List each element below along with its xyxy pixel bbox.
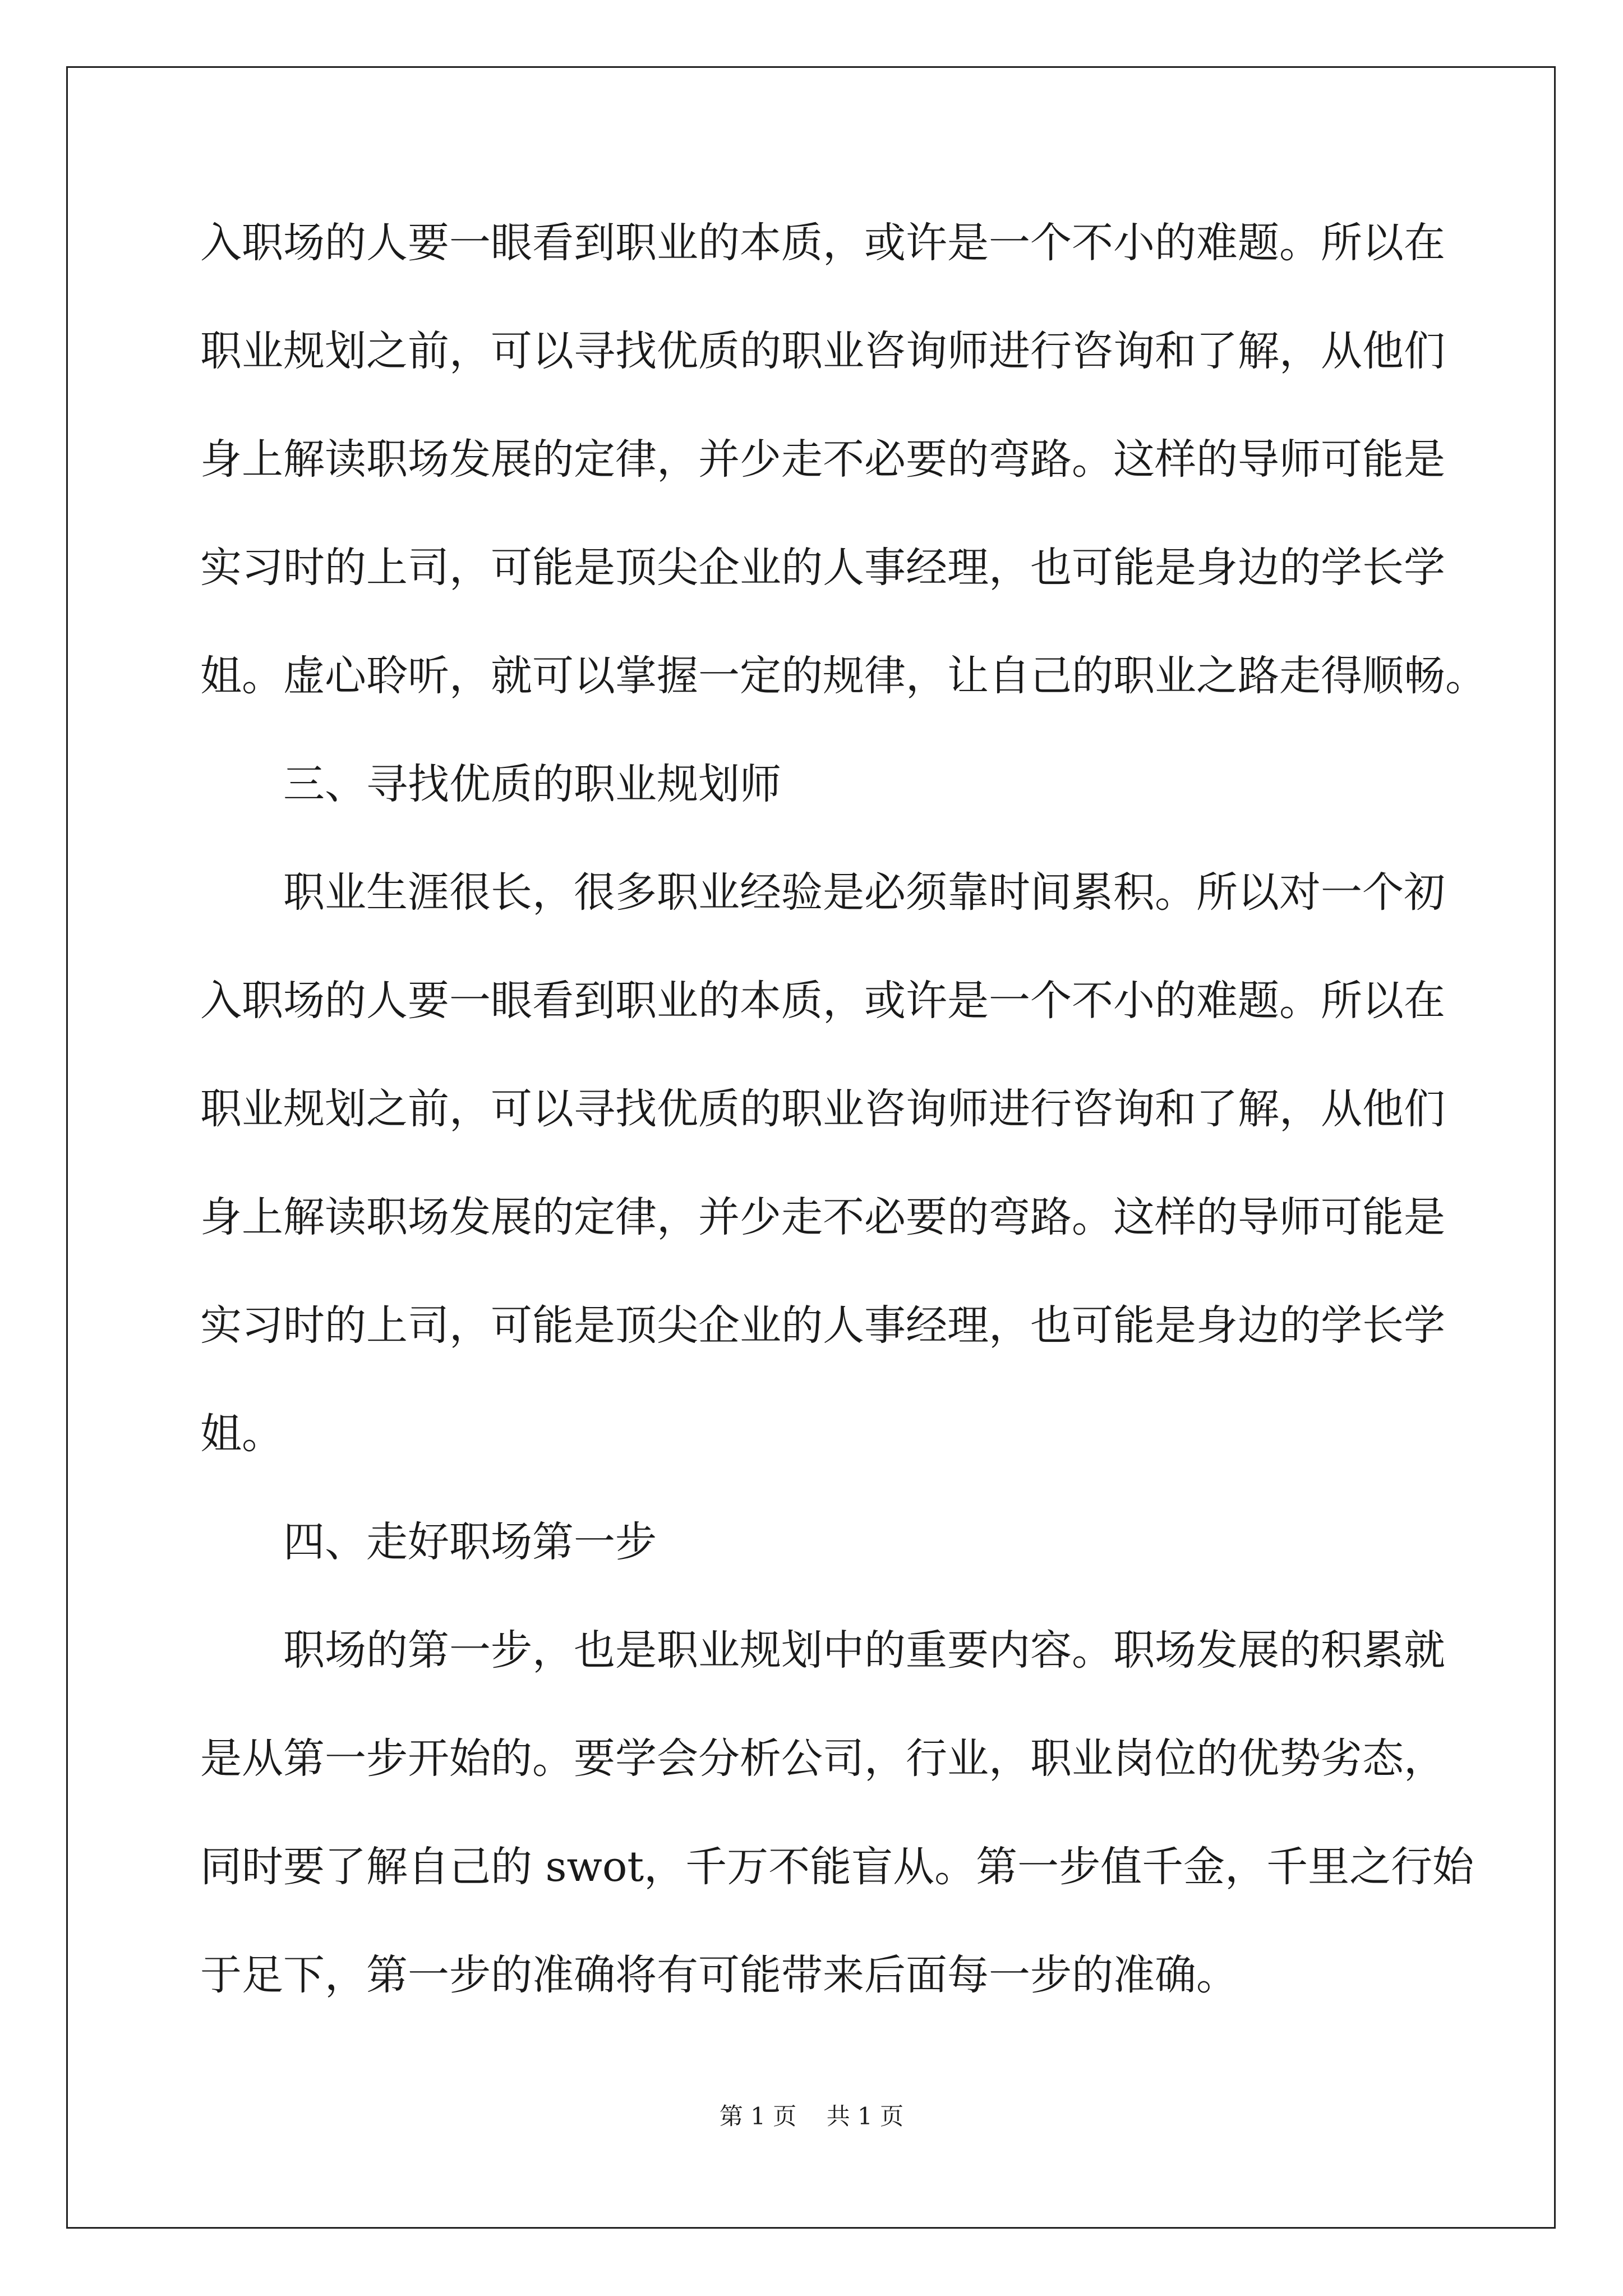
body-line-10: 身上解读职场发展的定律，并少走不必要的弯路。这样的导师可能是: [200, 1193, 1445, 1241]
body-line-9: 职业规划之前，可以寻找优质的职业咨询师进行咨询和了解，从他们: [200, 1085, 1445, 1133]
body-line-5: 姐。虚心聆听，就可以掌握一定的规律，让自己的职业之路走得顺畅。: [200, 652, 1487, 700]
body-line-8: 入职场的人要一眼看到职业的本质，或许是一个不小的难题。所以在: [200, 977, 1445, 1025]
body-line-2: 职业规划之前，可以寻找优质的职业咨询师进行咨询和了解，从他们: [200, 327, 1445, 375]
body-line-4: 实习时的上司，可能是顶尖企业的人事经理，也可能是身边的学长学: [200, 544, 1445, 592]
body-line-1: 入职场的人要一眼看到职业的本质，或许是一个不小的难题。所以在: [200, 219, 1445, 267]
page-number: 第 1 页: [719, 2102, 797, 2130]
page-total: 共 1 页: [826, 2102, 904, 2130]
section-heading-3: 三、寻找优质的职业规划师: [283, 760, 781, 808]
body-line-11: 实习时的上司，可能是顶尖企业的人事经理，也可能是身边的学长学: [200, 1301, 1445, 1350]
body-line-12: 姐。: [200, 1410, 283, 1458]
section-heading-4: 四、走好职场第一步: [283, 1518, 657, 1566]
body-line-17: 于足下，第一步的准确将有可能带来后面每一步的准确。: [200, 1951, 1238, 1999]
body-line-15: 是从第一步开始的。要学会分析公司，行业，职业岗位的优势劣态，: [200, 1734, 1445, 1783]
page-footer: [0, 2101, 1623, 2132]
page-border: [66, 66, 1556, 2229]
body-line-14: 职场的第一步，也是职业规划中的重要内容。职场发展的积累就: [283, 1626, 1445, 1674]
body-line-7: 职业生涯很长，很多职业经验是必须靠时间累积。所以对一个初: [283, 868, 1445, 917]
body-line-16: 同时要了解自己的 swot，千万不能盲从。第一步值千金，千里之行始: [200, 1843, 1474, 1891]
body-line-3: 身上解读职场发展的定律，并少走不必要的弯路。这样的导师可能是: [200, 435, 1445, 484]
